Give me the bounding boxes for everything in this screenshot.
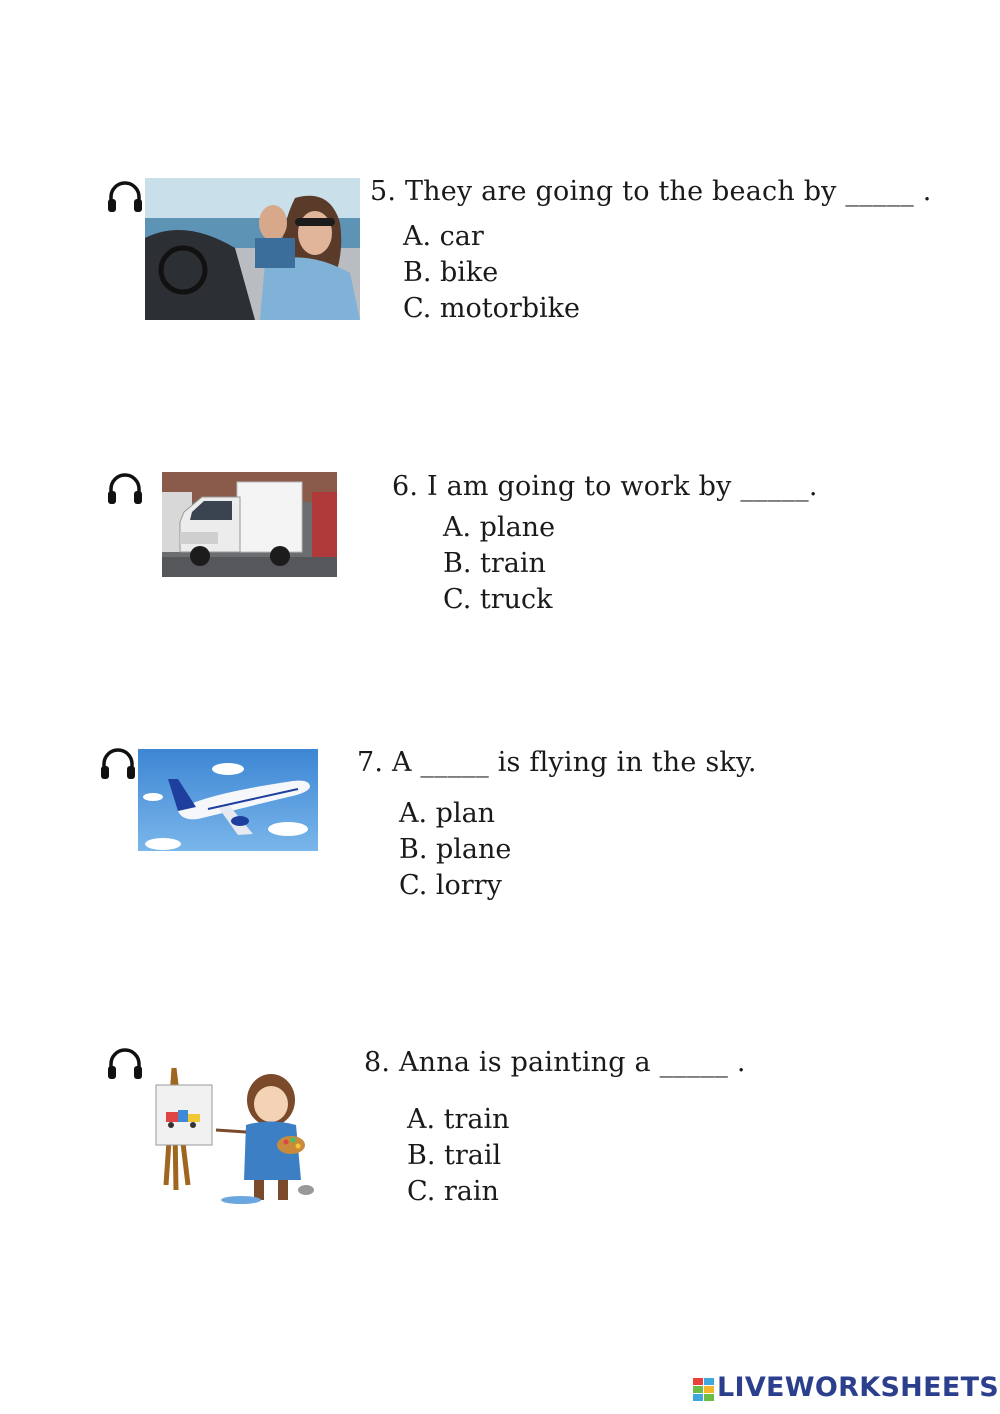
headphones-icon[interactable]: [106, 180, 144, 214]
option-c[interactable]: C. truck: [443, 584, 553, 615]
question-text: 7. A _____ is flying in the sky.: [357, 747, 757, 778]
headphones-icon[interactable]: [99, 747, 137, 781]
girl-painting-illustration: [146, 1040, 326, 1215]
question-text: 8. Anna is painting a _____ .: [364, 1047, 746, 1078]
question-text: 6. I am going to work by _____.: [392, 471, 818, 502]
headphones-icon[interactable]: [106, 472, 144, 506]
white-truck-photo: [162, 472, 337, 577]
option-a[interactable]: A. plane: [443, 512, 556, 543]
convertible-car-photo: [145, 178, 360, 320]
option-b[interactable]: B. plane: [399, 834, 512, 865]
option-b[interactable]: B. trail: [407, 1140, 502, 1171]
brand-wordmark: LIVEWORKSHEETS: [717, 1372, 1000, 1403]
option-b[interactable]: B. bike: [403, 257, 499, 288]
option-b[interactable]: B. train: [443, 548, 546, 579]
option-c[interactable]: C. motorbike: [403, 293, 580, 324]
option-a[interactable]: A. plan: [399, 798, 496, 829]
option-a[interactable]: A. train: [407, 1104, 510, 1135]
option-c[interactable]: C. rain: [407, 1176, 499, 1207]
option-a[interactable]: A. car: [403, 221, 484, 252]
headphones-icon[interactable]: [106, 1047, 144, 1081]
airplane-sky-illustration: [138, 749, 318, 851]
option-c[interactable]: C. lorry: [399, 870, 502, 901]
question-text: 5. They are going to the beach by _____ .: [370, 176, 932, 207]
liveworksheets-logo-icon: [693, 1378, 715, 1402]
